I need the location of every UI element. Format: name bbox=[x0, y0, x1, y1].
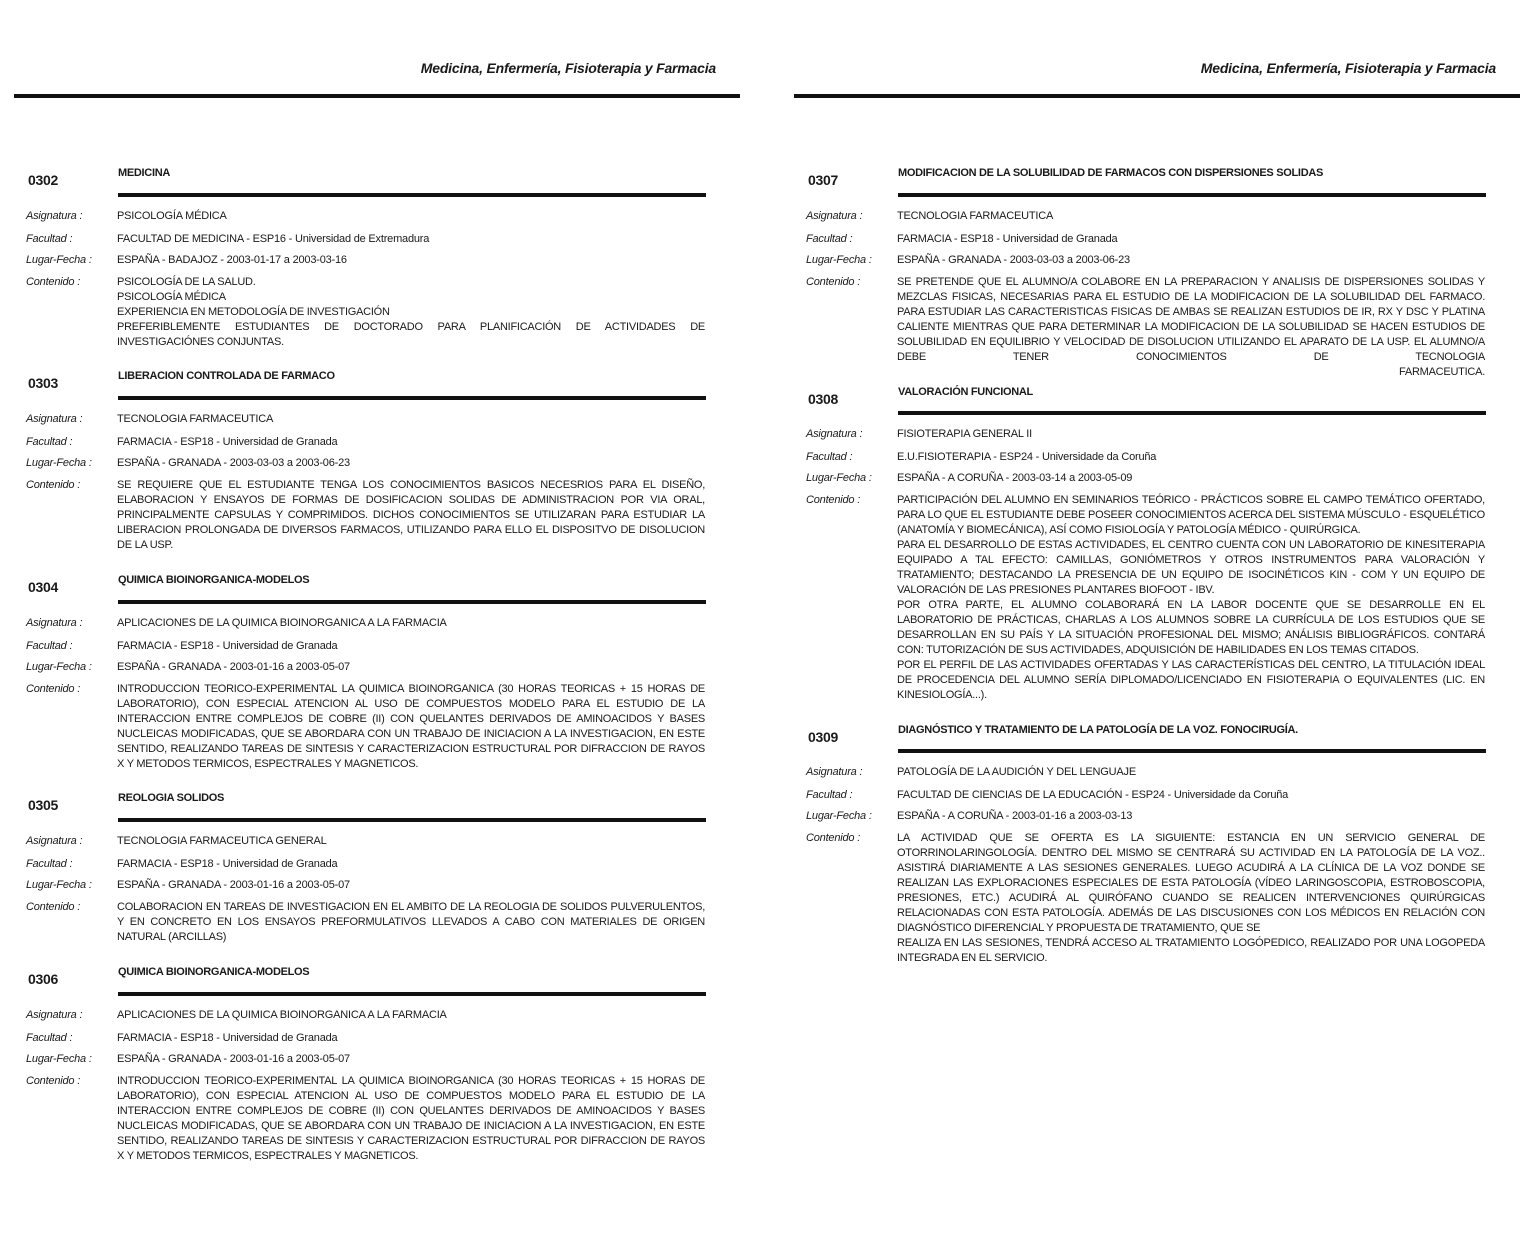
lugar-fecha-label: Lugar-Fecha : bbox=[26, 254, 92, 266]
contenido-text bbox=[897, 831, 1485, 966]
entry-rule bbox=[118, 193, 706, 197]
facultad-label: Facultad : bbox=[26, 436, 73, 448]
facultad-label: Facultad : bbox=[806, 789, 853, 801]
asignatura-label: Asignatura : bbox=[806, 766, 863, 778]
page-header-title: Medicina, Enfermería, Fisioterapia y Farmacia bbox=[420, 60, 716, 76]
entry-code: 0308 bbox=[808, 391, 838, 407]
contenido-text bbox=[117, 478, 705, 553]
lugar-fecha-label: Lugar-Fecha : bbox=[26, 1053, 92, 1065]
facultad-value: FARMACIA - ESP18 - Universidad de Granada bbox=[897, 233, 1118, 245]
contenido-line: PSICOLOGÍA MÉDICA bbox=[117, 291, 226, 303]
contenido-line: LA ACTIVIDAD QUE SE OFERTA ES LA SIGUIENTE: ESTANCIA EN UN SERVICIO GENERAL DE OTORRINOLARINGOLOGÍA. DENTRO DEL MISMO SE CENTRARÁ SU ACTIVIDAD EN LA PATOLOGÍA DE LA VOZ.. ASISTIRÁ DIARIAMENTE A LAS SESIONES GENERALES. LUEGO ACUDIRÁ A LA CLÍNICA DE LA VOZ DONDE SE REALIZAN LAS EXPLORACIONES ESPECIALES DE ESTA PATOLOGÍA (VÍDEO LARINGOSCOPIA, ESTROBOSCOPIA, PRESIONES, ETC.) ACUDIRÁ AL QUIRÓFANO CUANDO SE REALICEN INTERVENCIONES QUIRÚRGICAS RELACIONADAS CON ESTA PATOLOGÍA. ADEMÁS DE LAS DISCUSIONES CON LOS MÉDICOS EN RELACIÓN CON DIAGNÓSTICO DIFERENCIAL Y PROPUESTA DE TRATAMIENTO, QUE SE bbox=[897, 832, 1485, 934]
contenido-text bbox=[117, 275, 705, 350]
contenido-text bbox=[117, 1074, 705, 1164]
left-page bbox=[0, 0, 760, 1238]
lugar-fecha-label: Lugar-Fecha : bbox=[26, 661, 92, 673]
entry-rule bbox=[118, 396, 706, 400]
contenido-label: Contenido : bbox=[806, 494, 861, 506]
contenido-line: INTRODUCCION TEORICO-EXPERIMENTAL LA QUIMICA BIOINORGANICA (30 HORAS TEORICAS + 15 HORAS DE LABORATORIO), CON ESPECIAL ATENCION AL USO DE COMPUESTOS MODELO PARA EL ESTUDIO DE LA INTERACCION ENTRE COMPLEJOS DE COBRE (II) CON QUELANTES DERIVADOS DE AMINOACIDOS Y BASES NUCLEICAS MODIFICADAS, QUE SE ABORDARA CON UN TRABAJO DE INICIACION A LA INVESTIGACION, EN ESTE SENTIDO, REALIZANDO TAREAS DE SINTESIS Y CARACTERIZACION ESTRUCTURAL POR DIFRACCION DE RAYOS X Y METODOS TERMICOS, ESPECTRALES Y MAGNETICOS. bbox=[117, 683, 705, 770]
contenido-line: FARMACEUTICA. bbox=[1399, 366, 1485, 378]
contenido-label: Contenido : bbox=[26, 683, 81, 695]
asignatura-value: PSICOLOGÍA MÉDICA bbox=[117, 210, 227, 222]
contenido-line: EXPERIENCIA EN METODOLOGÍA DE INVESTIGACIÓN bbox=[117, 306, 390, 318]
lugar-fecha-label: Lugar-Fecha : bbox=[26, 457, 92, 469]
facultad-value: FARMACIA - ESP18 - Universidad de Granada bbox=[117, 436, 338, 448]
lugar-fecha-value: ESPAÑA - GRANADA - 2003-03-03 a 2003-06-23 bbox=[897, 254, 1130, 266]
asignatura-label: Asignatura : bbox=[26, 210, 83, 222]
facultad-label: Facultad : bbox=[26, 858, 73, 870]
contenido-line: POR EL PERFIL DE LAS ACTIVIDADES OFERTADAS Y LAS CARACTERÍSTICAS DEL CENTRO, LA TITULACIÓN IDEAL DE PROCEDENCIA DEL ALUMNO SERÍA DIPLOMADO/LICENCIADO EN FISIOTERAPIA O EQUIVALENTES (LIC. EN KINESIOLOGÍA...). bbox=[897, 659, 1485, 701]
entry-title: QUIMICA BIOINORGANICA-MODELOS bbox=[118, 574, 310, 586]
facultad-label: Facultad : bbox=[26, 640, 73, 652]
asignatura-value: PATOLOGÍA DE LA AUDICIÓN Y DEL LENGUAJE bbox=[897, 766, 1136, 778]
entry-code: 0303 bbox=[28, 375, 58, 391]
contenido-line: PARA EL DESARROLLO DE ESTAS ACTIVIDADES, EL CENTRO CUENTA CON UN LABORATORIO DE KINESITERAPIA EQUIPADO A TAL EFECTO: CAMILLAS, GONIÓMETROS Y OTROS INSTRUMENTOS PARA VALORACIÓN Y TRATAMIENTO; DESTACANDO LA PRESENCIA DE UN EQUIPO DE ISOCINÉTICOS KIN - COM Y UN EQUIPO DE VALORACIÓN DE LAS PRESIONES PLANTARES BIOFOOT - IBV. bbox=[897, 539, 1485, 596]
entry-title: MODIFICACION DE LA SOLUBILIDAD DE FARMACOS CON DISPERSIONES SOLIDAS bbox=[898, 167, 1324, 179]
header-rule bbox=[794, 94, 1520, 98]
lugar-fecha-label: Lugar-Fecha : bbox=[806, 254, 872, 266]
entry-title: LIBERACION CONTROLADA DE FARMACO bbox=[118, 370, 335, 382]
facultad-label: Facultad : bbox=[26, 1032, 73, 1044]
header-rule bbox=[14, 94, 740, 98]
entry-code: 0305 bbox=[28, 797, 58, 813]
entry-title: VALORACIÓN FUNCIONAL bbox=[898, 386, 1033, 398]
entry-rule bbox=[898, 749, 1486, 753]
asignatura-value: APLICACIONES DE LA QUIMICA BIOINORGANICA A LA FARMACIA bbox=[117, 617, 447, 629]
lugar-fecha-label: Lugar-Fecha : bbox=[26, 879, 92, 891]
asignatura-value: TECNOLOGIA FARMACEUTICA bbox=[897, 210, 1054, 222]
contenido-label: Contenido : bbox=[26, 1075, 81, 1087]
entry-code: 0309 bbox=[808, 729, 838, 745]
contenido-text bbox=[117, 900, 705, 945]
contenido-line: COLABORACION EN TAREAS DE INVESTIGACION EN EL AMBITO DE LA REOLOGIA DE SOLIDOS PULVERULENTOS, Y EN CONCRETO EN LOS ENSAYOS PREFORMULATIVOS LLEVADOS A CABO CON MATERIALES DE ORIGEN NATURAL (ARCILLAS) bbox=[117, 901, 705, 943]
asignatura-value: APLICACIONES DE LA QUIMICA BIOINORGANICA A LA FARMACIA bbox=[117, 1009, 447, 1021]
asignatura-value: FISIOTERAPIA GENERAL II bbox=[897, 428, 1032, 440]
asignatura-label: Asignatura : bbox=[26, 1009, 83, 1021]
lugar-fecha-value: ESPAÑA - GRANADA - 2003-03-03 a 2003-06-23 bbox=[117, 457, 350, 469]
lugar-fecha-value: ESPAÑA - BADAJOZ - 2003-01-17 a 2003-03-16 bbox=[117, 254, 347, 266]
contenido-label: Contenido : bbox=[806, 832, 861, 844]
entry-rule bbox=[118, 600, 706, 604]
facultad-label: Facultad : bbox=[806, 233, 853, 245]
contenido-line: PREFERIBLEMENTE ESTUDIANTES DE DOCTORADO PARA PLANIFICACIÓN DE ACTIVIDADES DE INVESTIGACIÓNES CONJUNTAS. bbox=[117, 321, 705, 348]
contenido-label: Contenido : bbox=[26, 276, 81, 288]
contenido-line: PSICOLOGÍA DE LA SALUD. bbox=[117, 276, 256, 288]
contenido-label: Contenido : bbox=[26, 479, 81, 491]
lugar-fecha-label: Lugar-Fecha : bbox=[806, 472, 872, 484]
facultad-value: FARMACIA - ESP18 - Universidad de Granada bbox=[117, 640, 338, 652]
facultad-value: FACULTAD DE MEDICINA - ESP16 - Universidad de Extremadura bbox=[117, 233, 430, 245]
entry-code: 0302 bbox=[28, 172, 58, 188]
contenido-label: Contenido : bbox=[26, 901, 81, 913]
entry-title: MEDICINA bbox=[118, 167, 170, 179]
facultad-value: E.U.FISIOTERAPIA - ESP24 - Universidade da Coruña bbox=[897, 451, 1157, 463]
entry-title: REOLOGIA SOLIDOS bbox=[118, 792, 225, 804]
contenido-line: SE PRETENDE QUE EL ALUMNO/A COLABORE EN LA PREPARACION Y ANALISIS DE DISPERSIONES SOLIDAS Y MEZCLAS FISICAS, NECESARIAS PARA EL ESTUDIO DE LA MODIFICACION DE LA SOLUBILIDAD DEL FARMACO. PARA ESTUDIAR LAS CARACTERISTICAS FISICAS DE AMBAS SE REALIZAN ESTUDIOS DE IR, RX Y DSC Y PLATINA CALIENTE MIENTRAS QUE PARA DETERMINAR LA MODIFICACION DE LA SOLUBILIDAD SE HACEN ESTUDIOS DE SOLUBILIDAD EN EQUILIBRIO Y VELOCIDAD DE DISOLUCION UTILIZANDO EL APARATO DE LA USP. EL ALUMNO/A DEBE TENER CONOCIMIENTOS DE TECNOLOGIA bbox=[897, 276, 1485, 363]
contenido-line: INTRODUCCION TEORICO-EXPERIMENTAL LA QUIMICA BIOINORGANICA (30 HORAS TEORICAS + 15 HORAS DE LABORATORIO), CON ESPECIAL ATENCION AL USO DE COMPUESTOS MODELO PARA EL ESTUDIO DE LA INTERACCION ENTRE COMPLEJOS DE COBRE (II) CON QUELANTES DERIVADOS DE AMINOACIDOS Y BASES NUCLEICAS MODIFICADAS, QUE SE ABORDARA CON UN TRABAJO DE INICIACION A LA INVESTIGACION, EN ESTE SENTIDO, REALIZANDO TAREAS DE SINTESIS Y CARACTERIZACION ESTRUCTURAL POR DIFRACCION DE RAYOS X Y METODOS TERMICOS, ESPECTRALES Y MAGNETICOS. bbox=[117, 1075, 705, 1162]
lugar-fecha-value: ESPAÑA - A CORUÑA - 2003-03-14 a 2003-05-09 bbox=[897, 472, 1133, 484]
asignatura-label: Asignatura : bbox=[26, 413, 83, 425]
contenido-line: POR OTRA PARTE, EL ALUMNO COLABORARÁ EN LA LABOR DOCENTE QUE SE DESARROLLE EN EL LABORATORIO DE PRÁCTICAS, CHARLAS A LOS ALUMNOS SOBRE LA CURRÍCULA DE LOS ESTUDIOS QUE SE DESARROLLAN EN SU PAÍS Y LA SITUACIÓN PROFESIONAL DEL MISMO; ANÁLISIS BIBLIOGRÁFICOS. CONTARÁ CON: TUTORIZACIÓN DE SUS ACTIVIDADES, ADQUISICIÓN DE HABILIDADES EN LOS TEMAS CITADOS. bbox=[897, 599, 1485, 656]
lugar-fecha-label: Lugar-Fecha : bbox=[806, 810, 872, 822]
entry-code: 0307 bbox=[808, 172, 838, 188]
asignatura-label: Asignatura : bbox=[806, 210, 863, 222]
entry-code: 0304 bbox=[28, 579, 58, 595]
entry-rule bbox=[118, 818, 706, 822]
entry-rule bbox=[118, 992, 706, 996]
facultad-label: Facultad : bbox=[806, 451, 853, 463]
facultad-label: Facultad : bbox=[26, 233, 73, 245]
lugar-fecha-value: ESPAÑA - GRANADA - 2003-01-16 a 2003-05-07 bbox=[117, 661, 350, 673]
asignatura-value: TECNOLOGIA FARMACEUTICA bbox=[117, 413, 274, 425]
contenido-line: REALIZA EN LAS SESIONES, TENDRÁ ACCESO AL TRATAMIENTO LOGÓPEDICO, REALIZADO POR UNA LOGOPEDA INTEGRADA EN EL SERVICIO. bbox=[897, 937, 1485, 964]
lugar-fecha-value: ESPAÑA - GRANADA - 2003-01-16 a 2003-05-07 bbox=[117, 879, 350, 891]
contenido-text bbox=[897, 493, 1485, 703]
facultad-value: FACULTAD DE CIENCIAS DE LA EDUCACIÓN - ESP24 - Universidade da Coruña bbox=[897, 789, 1289, 801]
contenido-text bbox=[897, 275, 1485, 380]
entry-code: 0306 bbox=[28, 971, 58, 987]
entry-title: DIAGNÓSTICO Y TRATAMIENTO DE LA PATOLOGÍA DE LA VOZ. FONOCIRUGÍA. bbox=[898, 724, 1298, 736]
asignatura-label: Asignatura : bbox=[806, 428, 863, 440]
contenido-label: Contenido : bbox=[806, 276, 861, 288]
entry-title: QUIMICA BIOINORGANICA-MODELOS bbox=[118, 966, 310, 978]
asignatura-label: Asignatura : bbox=[26, 835, 83, 847]
facultad-value: FARMACIA - ESP18 - Universidad de Granada bbox=[117, 1032, 338, 1044]
asignatura-label: Asignatura : bbox=[26, 617, 83, 629]
contenido-text bbox=[117, 682, 705, 772]
right-page bbox=[780, 0, 1532, 1238]
page-header-title: Medicina, Enfermería, Fisioterapia y Farmacia bbox=[1200, 60, 1496, 76]
facultad-value: FARMACIA - ESP18 - Universidad de Granada bbox=[117, 858, 338, 870]
contenido-line: SE REQUIERE QUE EL ESTUDIANTE TENGA LOS CONOCIMIENTOS BASICOS NECESRIOS PARA EL DISEÑO, ELABORACION Y ENSAYOS DE FORMAS DE DOSIFICACION SOLIDAS DE ADMINISTRACION POR VIA ORAL, PRINCIPALMENTE CAPSULAS Y COMPRIMIDOS. DICHOS CONOCIMIENTOS SE UTILIZARAN PARA ESTUDIAR LA LIBERACION PROLONGADA DE DIVERSOS FARMACOS, UTILIZANDO PARA ELLO EL DISPOSITVO DE DISOLUCION DE LA USP. bbox=[117, 479, 705, 551]
contenido-line: PARTICIPACIÓN DEL ALUMNO EN SEMINARIOS TEÓRICO - PRÁCTICOS SOBRE EL CAMPO TEMÁTICO OFERTADO, PARA LO QUE EL ESTUDIANTE DEBE POSEER CONOCIMIENTOS ACERCA DEL SISTEMA MÚSCULO - ESQUELÉTICO (ANATOMÍA Y BIOMECÁNICA), ASÍ COMO FISIOLOGÍA Y PATOLOGÍA MÉDICO - QUIRÚRGICA. bbox=[897, 494, 1485, 536]
asignatura-value: TECNOLOGIA FARMACEUTICA GENERAL bbox=[117, 835, 327, 847]
entry-rule bbox=[898, 411, 1486, 415]
entry-rule bbox=[898, 193, 1486, 197]
lugar-fecha-value: ESPAÑA - A CORUÑA - 2003-01-16 a 2003-03-13 bbox=[897, 810, 1133, 822]
lugar-fecha-value: ESPAÑA - GRANADA - 2003-01-16 a 2003-05-07 bbox=[117, 1053, 350, 1065]
